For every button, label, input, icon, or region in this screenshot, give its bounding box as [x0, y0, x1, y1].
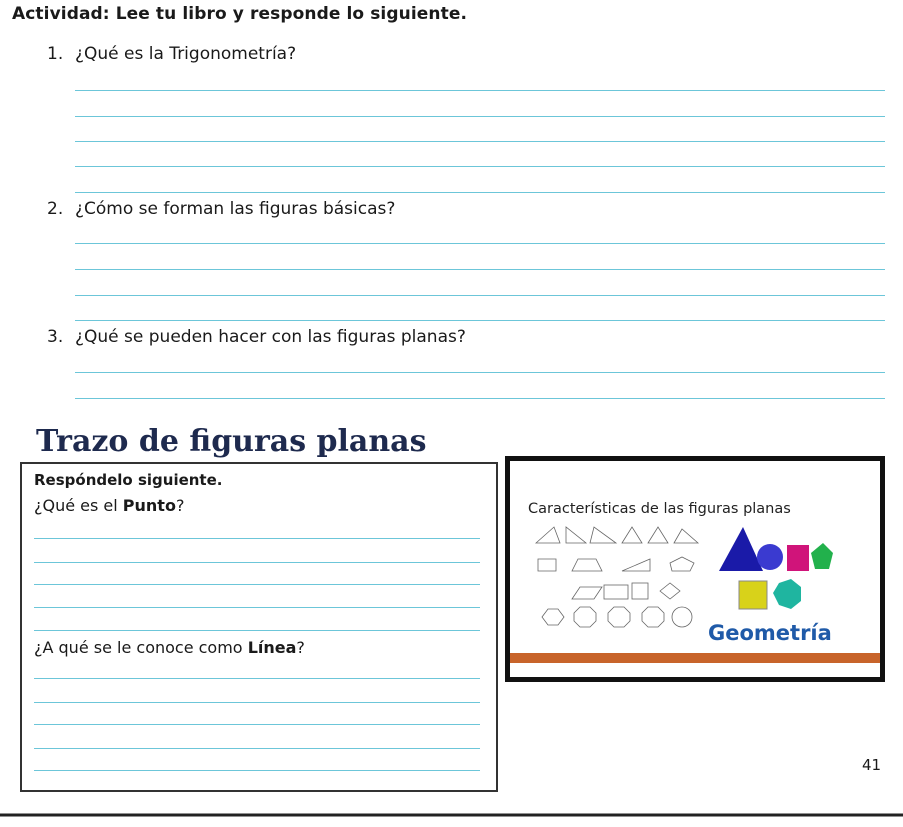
pentagon-icon [811, 543, 833, 569]
answer-line[interactable] [75, 320, 885, 321]
answer-line[interactable] [75, 269, 885, 270]
hexagon-outline-icon [542, 609, 564, 625]
answer-box [20, 462, 498, 792]
triangle-outline-icon [590, 527, 616, 543]
triangle-outline-icon [648, 527, 668, 543]
answer-line[interactable] [34, 584, 480, 585]
question-2 [47, 199, 395, 219]
answer-line[interactable] [75, 116, 885, 117]
box-question-linea-prefix: ¿A qué se le conoce como [34, 638, 248, 657]
triangle-outline-icon [674, 529, 698, 543]
question-3-number: 3. [47, 327, 64, 347]
answer-line[interactable] [34, 630, 480, 631]
answer-line[interactable] [34, 678, 480, 679]
answer-line[interactable] [34, 724, 480, 725]
activity-header: Actividad: Lee tu libro y responde lo siguiente. [12, 4, 468, 24]
question-3 [47, 327, 466, 347]
box-heading: Respóndelo siguiente. [34, 471, 223, 489]
question-2-number: 2. [47, 199, 64, 219]
geometry-label: Geometría [708, 621, 832, 645]
question-2-text: ¿Cómo se forman las figuras básicas? [75, 199, 396, 219]
answer-line[interactable] [75, 166, 885, 167]
box-question-linea-bold: Línea [247, 638, 297, 657]
triangle-outline-icon [622, 559, 650, 571]
answer-line[interactable] [75, 243, 885, 244]
square-outline-icon [632, 583, 648, 599]
octagon-outline-icon [608, 607, 630, 627]
answer-line[interactable] [34, 562, 480, 563]
answer-line[interactable] [34, 770, 480, 771]
trapezoid-outline-icon [572, 559, 602, 571]
octagon-outline-icon [574, 607, 596, 627]
answer-line[interactable] [75, 90, 885, 91]
trapezoid-outline-icon [538, 559, 556, 571]
answer-line[interactable] [34, 702, 480, 703]
answer-line[interactable] [75, 372, 885, 373]
decorative-bar [510, 653, 880, 663]
answer-line[interactable] [34, 748, 480, 749]
question-1-number: 1. [47, 44, 64, 64]
geometry-image-panel [505, 456, 885, 682]
box-question-punto-suffix: ? [175, 496, 185, 515]
section-title: Trazo de figuras planas [36, 424, 427, 459]
square-icon [787, 545, 809, 571]
question-3-text: ¿Qué se pueden hacer con las figuras planas? [75, 327, 466, 347]
colored-shapes-illustration [715, 523, 835, 617]
answer-line[interactable] [75, 192, 885, 193]
triangle-outline-icon [536, 527, 560, 543]
answer-line[interactable] [34, 607, 480, 608]
yellow-square-icon [739, 581, 767, 609]
rhombus-outline-icon [660, 583, 680, 599]
triangle-outline-icon [566, 527, 586, 543]
question-1-text: ¿Qué es la Trigonometría? [75, 44, 297, 64]
circle-icon [757, 544, 783, 570]
box-question-punto [34, 496, 184, 515]
parallelogram-outline-icon [572, 587, 602, 599]
page-bottom-edge [0, 808, 903, 827]
answer-line[interactable] [34, 538, 480, 539]
answer-line[interactable] [75, 141, 885, 142]
page-number: 41 [862, 756, 882, 774]
triangle-outline-icon [622, 527, 642, 543]
triangle-icon [719, 527, 763, 571]
box-question-linea-suffix: ? [296, 638, 305, 657]
octagon-outline-icon [642, 607, 664, 627]
octagon-icon [773, 579, 801, 609]
question-1 [47, 44, 296, 64]
answer-line[interactable] [75, 398, 885, 399]
panel-title: Características de las figuras planas [528, 501, 791, 517]
answer-line[interactable] [75, 295, 885, 296]
rectangle-outline-icon [604, 585, 628, 599]
shape-catalog-illustration [532, 521, 707, 641]
pentagon-outline-icon [670, 557, 694, 571]
box-question-linea [34, 638, 305, 657]
circle-outline-icon [672, 607, 692, 627]
box-question-punto-bold: Punto [122, 496, 176, 515]
box-question-punto-prefix: ¿Qué es el [34, 496, 123, 515]
